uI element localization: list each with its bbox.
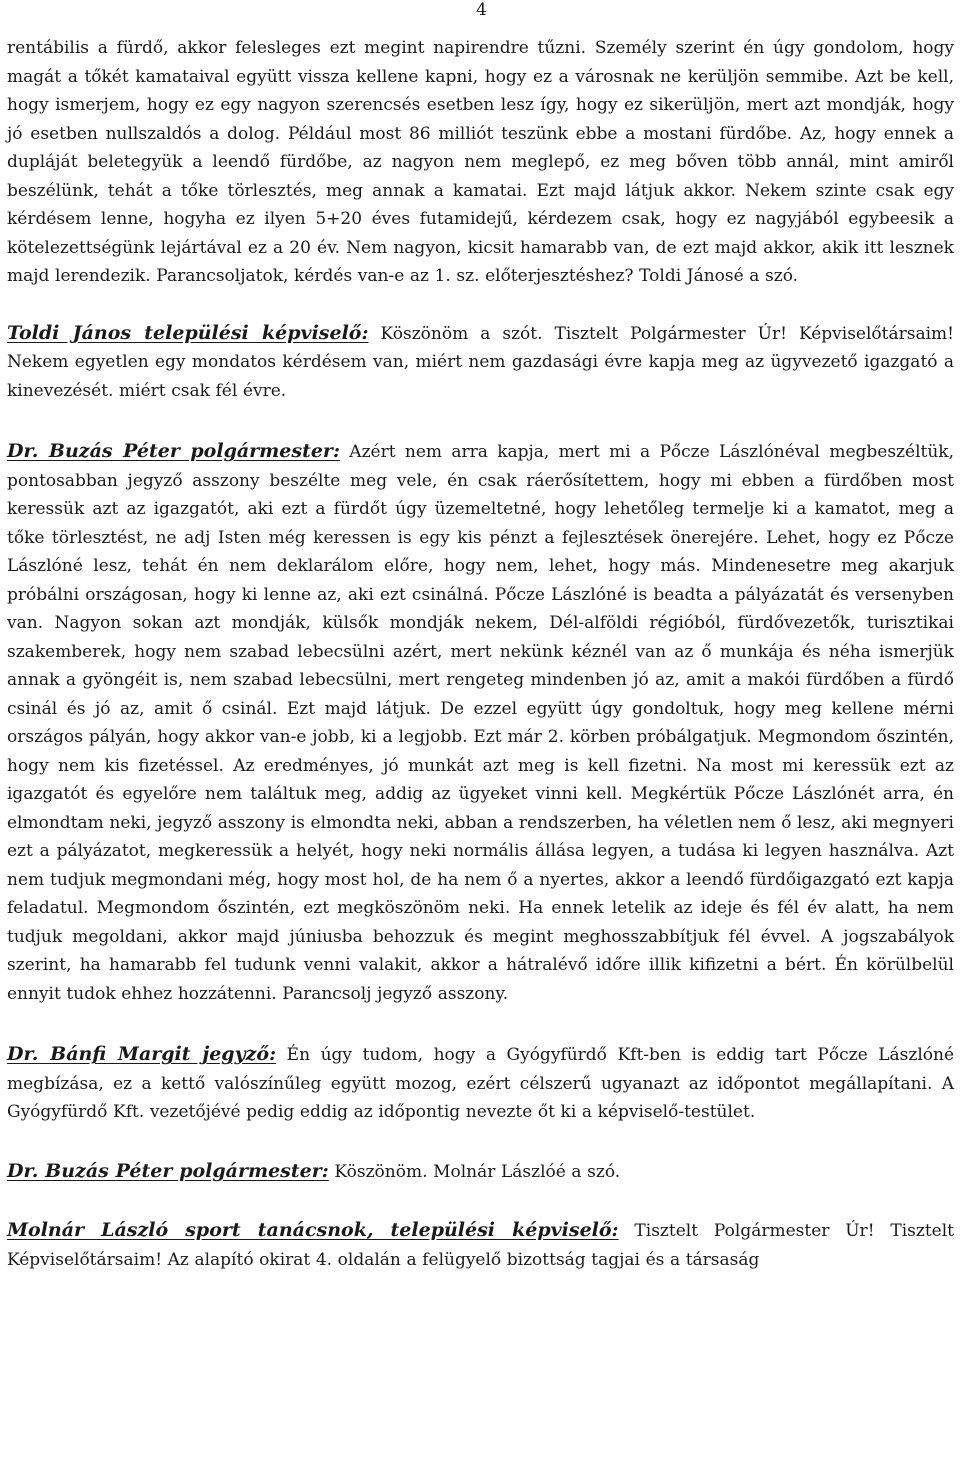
paragraph-toldi-janos: [7, 319, 954, 406]
speaker-label: Toldi János települési képviselő:: [7, 321, 369, 344]
paragraph-buzas-peter: [7, 437, 954, 1008]
page-content: [7, 34, 954, 1274]
speaker-label: Dr. Bánfi Margit jegyző:: [7, 1043, 277, 1065]
paragraph-banfi-margit: [7, 1040, 954, 1127]
speaker-label: Molnár László sport tanácsnok, települési képviselő:: [7, 1219, 619, 1241]
speaker-label: Dr. Buzás Péter polgármester:: [7, 1159, 329, 1182]
speaker-label: Dr. Buzás Péter polgármester:: [7, 440, 340, 462]
paragraph-text: Köszönöm a szót. Tisztelt Polgármester Úr! Képviselőtársaim! Nekem egyetlen egy mondatos kérdésem van, miért nem gazdasági évre kapja meg az ügyvezető igazgató a kinevezését. miért csak fél évre.: [7, 323, 954, 401]
page-number: 4: [476, 0, 487, 20]
paragraph-text: rentábilis a fürdő, akkor felesleges ezt megint napirendre tűzni. Személy szerint én úgy gondolom, hogy magát a tőkét kamataival együtt vissza kellene kapni, hogy ez a városnak ne kerüljön semmibe. Azt be kell, hogy ismerjem, hogy ez egy nagyon szerencsés esetben lesz így, hogy ez sikerüljön, mert azt mondják, hogy jó esetben nullszaldós a dolog. Például most 86 milliót teszünk ebbe a mostani fürdőbe. Az, hogy ennek a dupláját beletegyük a leendő fürdőbe, az nagyon nem meglepő, ez meg bőven több annál, mint amiről beszélünk, tehát a tőke törlesztés, meg annak a kamatai. Ezt majd látjuk akkor. Nekem szinte csak egy kérdésem lenne, hogyha ez ilyen 5+20 éves futamidejű, kérdezem csak, hogy ez nagyjából egybeesik a kötelezettségünk lejártával ez a 20 év. Nem nagyon, kicsit hamarabb van, de ezt majd akkor, akik itt lesznek majd lerendezik. Parancsoljatok, kérdés van-e az 1. sz. előterjesztéshez? Toldi Jánosé a szó.: [7, 38, 954, 286]
paragraph-text: Azért nem arra kapja, mert mi a Pőcze Lászlónéval megbeszéltük, pontosabban jegyző asszony beszélte meg vele, én csak ráerősítettem, hogy mi ebben a fürdőben most keressük azt az igazgatót, aki ezt a fürdőt úgy üzemeltetné, hogy lehetőleg termelje ki a kamatot, meg a tőke törlesztést, ne adj Isten még keressen is egy kis pénzt a fejlesztések önerejére. Lehet, hogy ez Pőcze Lászlóné lesz, tehát én nem deklarálom előre, hogy nem, lehet, hogy más. Mindenesetre meg akarjuk próbálni országosan, hogy ki lenne az, aki ezt csinálná. Pőcze Lászlóné is beadta a pályázatát és versenyben van. Nagyon sokan azt mondják, külsők mondják nekem, Dél-alföldi régióból, fürdővezetők, turisztikai szakemberek, hogy nem szabad lebecsülni azért, mert nekünk kéznél van az ő munkája és néha ismerjük annak a gyöngéit is, nem szabad lebecsülni, mert rengeteg mindenben jó az, amit a makói fürdőben a fürdő csinál és jó az, amit ő csinál. Ezt majd látjuk. De ezzel együtt úgy gondoltuk, hogy meg kellene mérni országos pályán, hogy akkor van-e jobb, ki a legjobb. Ezt már 2. körben próbálgatjuk. Megmondom őszintén, hogy nem kis fizetéssel. Az eredményes, jó munkát azt meg is kell fizetni. Na most mi keressük ezt az igazgatót és egyelőre nem találtuk meg, addig az ügyeket vinni kell. Megkértük Pőcze Lászlónét arra, én elmondtam neki, jegyző asszony is elmondta neki, abban a rendszerben, ha véletlen nem ő lesz, aki megnyeri ezt a pályázatot, megkeressük a helyét, hogy neki normális állása legyen, a tudása ki legyen használva. Azt nem tudjuk megmondani még, hogy most hol, de ha nem ő a nyertes, akkor a leendő fürdőigazgató ezt kapja feladatul. Megmondom őszintén, ezt megköszönöm neki. Ha ennek letelik az ideje és fél év alatt, ha nem tudjuk megoldani, akkor majd júniusba behozzuk és megint meghosszabbítjuk fél évvel. A jogszabályok szerint, ha hamarabb fel tudunk venni valakit, akkor a hátralévő időre illik kifizetni a bért. Én körülbelül ennyit tudok ehhez hozzátenni. Parancsolj jegyző asszony.: [7, 442, 954, 1004]
paragraph-continuation: [7, 34, 954, 291]
paragraph-buzas-peter-2: [7, 1157, 954, 1187]
paragraph-text: Tisztelt Polgármester Úr! Tisztelt Képviselőtársaim! Az alapító okirat 4. oldalán a felügyelő bizottság tagjai és a társaság: [7, 1221, 954, 1270]
paragraph-text: Köszönöm. Molnár Lászlóé a szó.: [328, 1161, 621, 1182]
paragraph-molnar-laszlo: [7, 1216, 954, 1274]
paragraph-text: Én úgy tudom, hogy a Gyógyfürdő Kft-ben is eddig tart Pőcze Lászlóné megbízása, ez a kettő valószínűleg együtt mozog, ezért célszerű ugyanazt az időpontot megállapítani. A Gyógyfürdő Kft. vezetőjévé pedig eddig az időpontig nevezte őt ki a képviselő-testület.: [7, 1045, 954, 1122]
